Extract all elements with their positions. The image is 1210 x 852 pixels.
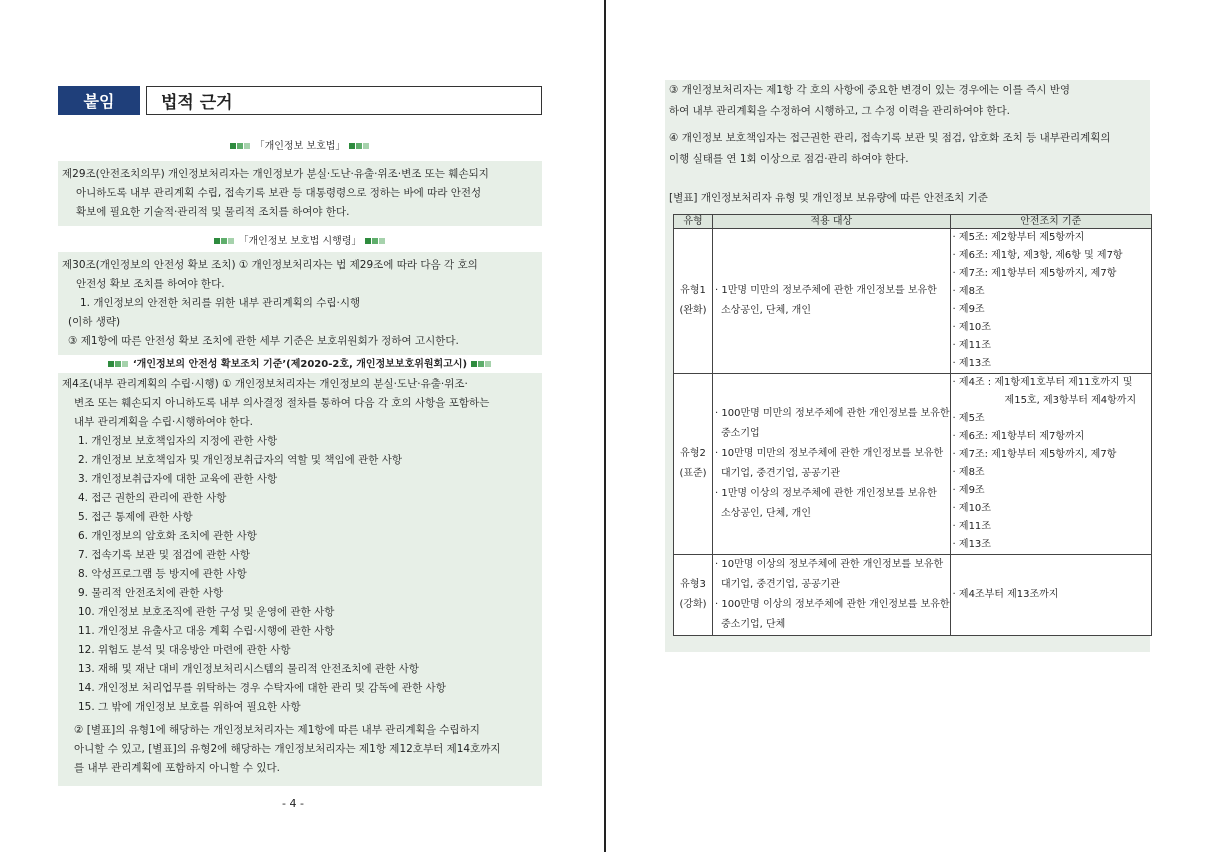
criteria-line: · 제7조: 제1항부터 제5항까지, 제7항 [952,268,1117,279]
type-label: (완화) [679,305,707,316]
criteria-line: · 제6조: 제1항부터 제7항까지 [952,431,1085,442]
square-bullets-icon [471,357,492,373]
list-item: 10. 개인정보 보호조직에 관한 구성 및 운영에 관한 사항 [78,606,335,618]
article-line: 제4조(내부 관리계획의 수립·시행) ① 개인정보처리자는 개인정보의 분실·도난·유출·위조· [62,378,468,390]
section-title-safety-standard [58,357,542,373]
article-line: ④ 개인정보 보호책임자는 접근권한 관리, 접속기록 보관 및 점검, 암호화 조치 등 내부관리계획의 [669,132,1111,144]
criteria-line: · 제9조 [952,485,985,496]
target-line: · 100만명 미만의 정보주체에 관한 개인정보를 보유한 [715,408,950,419]
criteria-line: · 제5조: 제2항부터 제5항까지 [952,232,1085,243]
article-line: 제30조(개인정보의 안전성 확보 조치) ① 개인정보처리자는 법 제29조에 따라 다음 각 호의 [62,259,478,271]
criteria-cell [950,229,1151,374]
type-label: 유형3 [680,579,706,590]
safety-measure-table [673,214,1152,636]
table-row [674,229,1152,374]
type-cell [674,229,713,374]
article-line: 이행 실태를 연 1회 이상으로 점검·관리 하여야 한다. [669,153,909,165]
list-item: 5. 접근 통제에 관한 사항 [78,511,193,523]
square-bullets-icon [230,139,251,155]
table-header-row [674,215,1152,229]
list-item: 8. 악성프로그램 등 방지에 관한 사항 [78,568,247,580]
article-line: (이하 생략) [68,316,121,328]
article-line: ② [별표]의 유형1에 해당하는 개인정보처리자는 제1항에 따른 내부 관리계획을 수립하지 [74,724,480,736]
list-item: 14. 개인정보 처리업무를 위탁하는 경우 수탁자에 대한 관리 및 감독에 관한 사항 [78,682,446,694]
target-line: · 10만명 이상의 정보주체에 관한 개인정보를 보유한 [715,559,944,570]
table-header-cell: 안전조치 기준 [950,215,1151,229]
type-label: (표준) [679,468,707,479]
list-item: 1. 개인정보 보호책임자의 지정에 관한 사항 [78,435,278,447]
article-line: 제29조(안전조치의무) 개인정보처리자는 개인정보가 분실·도난·유출·위조·변조 또는 훼손되지 [62,168,489,180]
criteria-cell [950,555,1151,636]
article-line: 내부 관리계획을 수립·시행하여야 한다. [74,416,253,428]
list-item: 12. 위험도 분석 및 대응방안 마련에 관한 사항 [78,644,291,656]
list-item: 13. 재해 및 재난 대비 개인정보처리시스템의 물리적 안전조치에 관한 사항 [78,663,419,675]
type-cell [674,374,713,555]
criteria-line: 제15호, 제3항부터 제4항까지 [1004,395,1137,406]
article-line: 하여 내부 관리계획을 수정하여 시행하고, 그 수정 이력을 관리하여야 한다. [669,105,1011,117]
criteria-line: · 제10조 [952,503,991,514]
table-row [674,374,1152,555]
criteria-line: · 제9조 [952,304,985,315]
square-bullets-icon [214,234,235,250]
target-line: · 1만명 미만의 정보주체에 관한 개인정보를 보유한 [715,285,937,296]
criteria-line: · 제4조부터 제13조까지 [952,589,1059,600]
type-cell [674,555,713,636]
list-item: 6. 개인정보의 암호화 조치에 관한 사항 [78,530,257,542]
page-number: - 4 - [282,797,304,810]
section-title-privacy-act [58,139,542,155]
article-line: ③ 제1항에 따른 안전성 확보 조치에 관한 세부 기준은 보호위원회가 정하여 고시한다. [68,335,459,347]
list-item: 4. 접근 권한의 관리에 관한 사항 [78,492,227,504]
target-line: · 1만명 이상의 정보주체에 관한 개인정보를 보유한 [715,488,937,499]
square-bullets-icon [108,357,129,373]
criteria-line: · 제10조 [952,322,991,333]
article-line: 아니할 수 있고, [별표]의 유형2에 해당하는 개인정보처리자는 제1항 제12호부터 제14호까지 [74,743,501,755]
article-line: 를 내부 관리계획에 포함하지 아니할 수 있다. [74,762,280,774]
section-title-text: 「개인정보 보호법」 [254,141,346,152]
right-page [665,80,1150,652]
article-line: 안전성 확보 조치를 하여야 한다. [76,278,225,290]
criteria-line: · 제5조 [952,413,985,424]
article-line: 변조 또는 훼손되지 아니하도록 내부 의사결정 절차를 통하여 다음 각 호의 사항을 포함하는 [74,397,490,409]
page-divider [604,0,606,852]
list-item: 7. 접속기록 보관 및 점검에 관한 사항 [78,549,251,561]
article-4-continued-box [665,80,1150,652]
target-line: 대기업, 중견기업, 공공기관 [721,579,840,590]
header-badge: 붙임 [58,86,140,115]
criteria-line: · 제8조 [952,286,985,297]
table-header-cell: 유형 [674,215,713,229]
criteria-line: · 제11조 [952,340,991,351]
section-title-text: ‘개인정보의 안전성 확보조치 기준’(제2020-2호, 개인정보보호위원회고시) [132,359,468,370]
criteria-cell [950,374,1151,555]
article-line: ③ 개인정보처리자는 제1항 각 호의 사항에 중요한 변경이 있는 경우에는 이를 즉시 반영 [669,84,1071,96]
criteria-line: · 제6조: 제1항, 제3항, 제6항 및 제7항 [952,250,1123,261]
criteria-line: · 제13조 [952,539,991,550]
header-title: 법적 근거 [146,86,542,115]
table-header-cell: 적용 대상 [713,215,951,229]
article-30-box [58,252,542,355]
target-cell [713,229,951,374]
criteria-line: · 제11조 [952,521,991,532]
article-line: 확보에 필요한 기술적·관리적 및 물리적 조치를 하여야 한다. [76,206,350,218]
list-item: 3. 개인정보취급자에 대한 교육에 관한 사항 [78,473,278,485]
square-bullets-icon [365,234,386,250]
list-item: 2. 개인정보 보호책임자 및 개인정보취급자의 역할 및 책임에 관한 사항 [78,454,403,466]
list-item: 11. 개인정보 유출사고 대응 계획 수립·시행에 관한 사항 [78,625,335,637]
article-4-box [58,373,542,786]
target-line: · 100만명 이상의 정보주체에 관한 개인정보를 보유한 [715,599,950,610]
article-29-box [58,161,542,226]
target-line: 소상공인, 단체, 개인 [721,508,811,519]
type-label: 유형1 [680,285,706,296]
criteria-line: · 제4조 : 제1항제1호부터 제11호까지 및 [952,377,1133,388]
criteria-line: · 제7조: 제1항부터 제5항까지, 제7항 [952,449,1117,460]
section-header [58,86,542,115]
type-label: (강화) [679,599,707,610]
section-title-text: 「개인정보 보호법 시행령」 [238,236,362,247]
table-row [674,555,1152,636]
target-line: 중소기업 [721,428,760,439]
article-4-item-list [62,432,538,717]
annex-title: [별표] 개인정보처리자 유형 및 개인정보 보유량에 따른 안전조치 기준 [669,192,988,204]
target-cell [713,555,951,636]
type-label: 유형2 [680,448,706,459]
target-line: 대기업, 중견기업, 공공기관 [721,468,840,479]
left-page [58,86,542,786]
list-item: 9. 물리적 안전조치에 관한 사항 [78,587,224,599]
article-line: 아니하도록 내부 관리계획 수립, 접속기록 보관 등 대통령령으로 정하는 바에 따라 안전성 [76,187,482,199]
square-bullets-icon [349,139,370,155]
article-line: 1. 개인정보의 안전한 처리를 위한 내부 관리계획의 수립·시행 [80,297,361,309]
target-cell [713,374,951,555]
target-line: 소상공인, 단체, 개인 [721,305,811,316]
list-item: 15. 그 밖에 개인정보 보호를 위하여 필요한 사항 [78,701,301,713]
criteria-line: · 제13조 [952,358,991,369]
criteria-line: · 제8조 [952,467,985,478]
target-line: 중소기업, 단체 [721,619,786,630]
target-line: · 10만명 미만의 정보주체에 관한 개인정보를 보유한 [715,448,944,459]
section-title-enforcement-decree [58,234,542,250]
